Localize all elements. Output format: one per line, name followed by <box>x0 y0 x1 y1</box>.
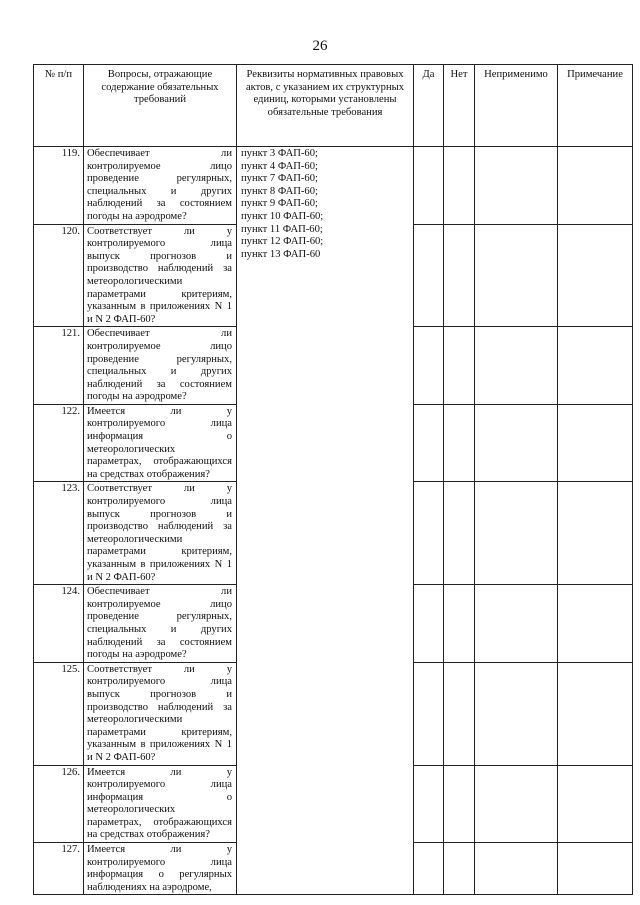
row-number: 124. <box>34 585 84 663</box>
question-line: контролируемого лица <box>87 779 232 791</box>
question-cell <box>84 765 237 843</box>
answer-no-cell[interactable] <box>444 765 475 843</box>
question-line: Имеется ли у <box>87 844 232 856</box>
note-cell[interactable] <box>558 765 633 843</box>
question-cell <box>84 843 237 895</box>
question-line: Обеспечивает ли <box>87 328 232 340</box>
question-line: метеорологических <box>87 443 176 455</box>
answer-na-cell[interactable] <box>475 147 558 225</box>
note-cell[interactable] <box>558 482 633 585</box>
row-number: 120. <box>34 224 84 327</box>
question-line: контролируемого лица <box>87 496 232 508</box>
header-questions: Вопросы, отражающие содержание обязательных требований <box>84 65 237 147</box>
question-line: контролируемого лица <box>87 238 232 250</box>
question-line: метеорологическими <box>87 533 183 545</box>
question-line: Имеется ли у <box>87 405 232 417</box>
question-line: производство наблюдений за <box>87 521 232 533</box>
answer-yes-cell[interactable] <box>414 585 444 663</box>
note-cell[interactable] <box>558 662 633 765</box>
question-line: и N 2 ФАП-60? <box>87 751 156 763</box>
question-line: информация о <box>87 431 232 443</box>
question-cell <box>84 327 237 405</box>
question-cell <box>84 404 237 482</box>
row-number: 125. <box>34 662 84 765</box>
answer-na-cell[interactable] <box>475 224 558 327</box>
question-line: специальных и других <box>87 623 232 635</box>
question-line: проведение регулярных, <box>87 173 232 185</box>
question-line: контролируемого лица <box>87 856 232 868</box>
question-line: Соответствует ли у <box>87 483 232 495</box>
answer-yes-cell[interactable] <box>414 843 444 895</box>
requisite-item: пункт 4 ФАП-60; <box>241 160 318 172</box>
answer-na-cell[interactable] <box>475 843 558 895</box>
question-line: параметрах, отображающихся <box>87 816 232 828</box>
answer-na-cell[interactable] <box>475 765 558 843</box>
answer-na-cell[interactable] <box>475 327 558 405</box>
question-line: выпуск прогнозов и <box>87 250 232 262</box>
question-line: наблюдений за состоянием <box>87 198 232 210</box>
note-cell[interactable] <box>558 843 633 895</box>
row-number: 127. <box>34 843 84 895</box>
question-line: параметрами критериям, <box>87 726 232 738</box>
table-header-row <box>34 65 633 147</box>
header-requisites: Реквизиты нормативных правовых актов, с указанием их структурных единиц, которыми установлены обязательные требования <box>237 65 414 147</box>
row-number: 126. <box>34 765 84 843</box>
question-line: производство наблюдений за <box>87 701 232 713</box>
header-yes: Да <box>414 65 444 147</box>
question-line: специальных и других <box>87 185 232 197</box>
question-line: погоды на аэродроме? <box>87 649 187 661</box>
answer-no-cell[interactable] <box>444 843 475 895</box>
question-line: контролируемого лица <box>87 676 232 688</box>
question-line: информация о <box>87 791 232 803</box>
answer-yes-cell[interactable] <box>414 404 444 482</box>
question-line: контролируемое лицо <box>87 340 232 352</box>
question-line: погоды на аэродроме? <box>87 391 187 403</box>
question-line: контролируемого лица <box>87 418 232 430</box>
question-line: и N 2 ФАП-60? <box>87 571 156 583</box>
question-line: параметрами критериям, <box>87 288 232 300</box>
answer-yes-cell[interactable] <box>414 482 444 585</box>
row-number: 119. <box>34 147 84 225</box>
answer-no-cell[interactable] <box>444 482 475 585</box>
note-cell[interactable] <box>558 327 633 405</box>
requirements-table <box>33 64 633 895</box>
question-line: производство наблюдений за <box>87 263 232 275</box>
row-number: 123. <box>34 482 84 585</box>
question-line: информация о регулярных <box>87 869 232 881</box>
question-line: на средствах отображения? <box>87 468 210 480</box>
requisite-item: пункт 11 ФАП-60; <box>241 223 323 235</box>
question-line: специальных и других <box>87 366 232 378</box>
question-line: наблюдений за состоянием <box>87 636 232 648</box>
question-line: выпуск прогнозов и <box>87 508 232 520</box>
question-line: контролируемое лицо <box>87 160 232 172</box>
question-line: выпуск прогнозов и <box>87 688 232 700</box>
requisite-item: пункт 3 ФАП-60; <box>241 148 318 159</box>
header-no: Нет <box>444 65 475 147</box>
question-line: Обеспечивает ли <box>87 148 232 159</box>
question-line: указанным в приложениях N 1 <box>87 301 232 313</box>
answer-na-cell[interactable] <box>475 404 558 482</box>
answer-na-cell[interactable] <box>475 662 558 765</box>
question-cell <box>84 662 237 765</box>
note-cell[interactable] <box>558 404 633 482</box>
question-line: параметрами критериям, <box>87 546 232 558</box>
header-num: № п/п <box>34 65 84 147</box>
answer-yes-cell[interactable] <box>414 662 444 765</box>
note-cell[interactable] <box>558 147 633 225</box>
answer-no-cell[interactable] <box>444 662 475 765</box>
question-line: Соответствует ли у <box>87 663 232 675</box>
question-cell <box>84 147 237 225</box>
answer-yes-cell[interactable] <box>414 765 444 843</box>
question-line: проведение регулярных, <box>87 353 232 365</box>
requisite-item: пункт 9 ФАП-60; <box>241 198 318 210</box>
answer-na-cell[interactable] <box>475 585 558 663</box>
row-number: 122. <box>34 404 84 482</box>
table-row <box>34 147 633 225</box>
question-line: указанным в приложениях N 1 <box>87 559 232 570</box>
answer-no-cell[interactable] <box>444 585 475 663</box>
note-cell[interactable] <box>558 585 633 663</box>
requisite-item: пункт 10 ФАП-60; <box>241 210 324 222</box>
requisite-item: пункт 12 ФАП-60; <box>241 236 324 248</box>
requisites-cell <box>237 147 414 895</box>
answer-no-cell[interactable] <box>444 147 475 225</box>
question-line: проведение регулярных, <box>87 611 232 623</box>
question-cell <box>84 585 237 663</box>
requisite-item: пункт 7 ФАП-60; <box>241 173 318 185</box>
question-line: метеорологическими <box>87 275 183 287</box>
question-line: метеорологическими <box>87 714 183 726</box>
requisite-item: пункт 13 ФАП-60 <box>241 248 321 260</box>
question-line: наблюдениях на аэродроме, <box>87 881 212 893</box>
question-line: и N 2 ФАП-60? <box>87 313 156 325</box>
header-not-applicable: Неприменимо <box>475 65 558 147</box>
question-line: контролируемое лицо <box>87 598 232 610</box>
answer-no-cell[interactable] <box>444 404 475 482</box>
answer-yes-cell[interactable] <box>414 327 444 405</box>
question-line: Имеется ли у <box>87 766 232 778</box>
question-line: метеорологических <box>87 804 176 816</box>
answer-no-cell[interactable] <box>444 327 475 405</box>
answer-na-cell[interactable] <box>475 482 558 585</box>
question-line: Соответствует ли у <box>87 225 232 237</box>
answer-no-cell[interactable] <box>444 224 475 327</box>
header-note: Примечание <box>558 65 633 147</box>
requisite-item: пункт 8 ФАП-60; <box>241 185 318 197</box>
answer-yes-cell[interactable] <box>414 147 444 225</box>
question-cell <box>84 224 237 327</box>
question-line: наблюдений за состоянием <box>87 378 232 390</box>
question-cell <box>84 482 237 585</box>
question-line: указанным в приложениях N 1 <box>87 739 232 751</box>
question-line: погоды на аэродроме? <box>87 210 187 222</box>
row-number: 121. <box>34 327 84 405</box>
question-line: на средствах отображения? <box>87 829 210 841</box>
page-number: 26 <box>312 38 328 54</box>
note-cell[interactable] <box>558 224 633 327</box>
question-line: Обеспечивает ли <box>87 586 232 598</box>
question-line: параметрах, отображающихся <box>87 456 232 468</box>
table-body <box>34 147 633 895</box>
answer-yes-cell[interactable] <box>414 224 444 327</box>
